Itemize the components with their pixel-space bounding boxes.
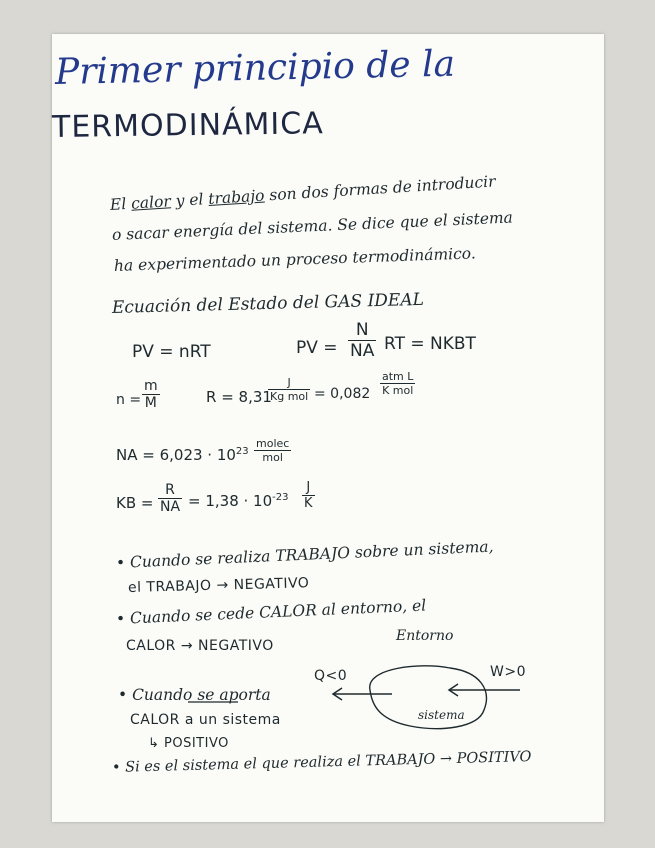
bullet-2-line-1: • Cuando se cede CALOR al entorno, el	[115, 596, 427, 628]
fraction-denominator: M	[144, 395, 157, 411]
fraction-denominator: NA	[350, 341, 375, 361]
intro-text-c: son dos formas de introducir	[268, 172, 497, 205]
diagram-w-label: W>0	[490, 664, 526, 680]
r-constant-value: R = 8,31	[206, 388, 272, 406]
fraction-numerator: N	[348, 320, 376, 341]
fraction-numerator: atm L	[382, 370, 414, 383]
fraction-numerator: m	[144, 378, 158, 394]
fraction-denominator: Kg mol	[270, 390, 309, 403]
r-constant-alt: = 0,082	[314, 386, 371, 402]
boltzmann-exponent: -23	[272, 492, 289, 503]
avogadro-unit	[254, 437, 291, 464]
boltzmann-value	[188, 492, 288, 510]
diagram-entorno-label: Entorno	[396, 628, 454, 644]
bullet-3-line-2: CALOR a un sistema	[130, 712, 281, 728]
boltzmann-unit	[302, 480, 315, 511]
bullet-1-line-2: el TRABAJO → NEGATIVO	[127, 575, 310, 596]
avogadro-exponent: 23	[235, 446, 249, 457]
intro-line-2: o sacar energía del sistema. Se dice que el sistema	[111, 208, 514, 244]
avogadro-value	[116, 446, 249, 464]
title-line-2: TERMODINÁMICA	[51, 106, 324, 145]
fraction-denominator: K mol	[382, 384, 414, 397]
title-line-1: Primer principio de la	[54, 43, 456, 93]
equation-pv-left: PV =	[296, 338, 338, 358]
fraction-numerator: J	[268, 376, 310, 390]
boltzmann-label: KB =	[116, 494, 154, 512]
bullet-4: • Si es el sistema el que realiza el TRABAJO → POSITIVO	[111, 749, 532, 776]
intro-word-trabajo: trabajo	[207, 186, 265, 208]
bullet-3-line-3: ↳ POSITIVO	[148, 736, 229, 751]
bullet-2-line-2: CALOR → NEGATIVO	[126, 638, 274, 654]
intro-line-3: ha experimentado un proceso termodinámico.	[113, 244, 477, 275]
ideal-gas-heading: Ecuación del Estado del GAS IDEAL	[111, 289, 425, 318]
boltzmann-value-text: = 1,38 · 10	[188, 492, 273, 510]
r-unit-fraction-2	[380, 370, 415, 397]
equation-pv-nrt: PV = nRT	[132, 342, 211, 362]
equation-pv-right: RT = NKBT	[384, 334, 476, 354]
n-label: n =	[116, 392, 142, 408]
fraction-denominator: K	[304, 496, 313, 511]
intro-word-calor: calor	[130, 192, 172, 213]
avogadro-label: NA = 6,023 · 10	[116, 446, 236, 464]
diagram-q-label: Q<0	[314, 668, 348, 684]
r-unit-fraction-1	[268, 376, 310, 403]
fraction-numerator: R	[158, 482, 182, 499]
intro-text-a: El	[109, 195, 127, 214]
fraction-numerator: molec	[256, 437, 290, 450]
fraction-denominator: mol	[262, 451, 283, 464]
bullet-3-line-1: • Cuando se aporta	[118, 686, 271, 704]
fraction-denominator: NA	[160, 499, 181, 515]
boltzmann-fraction	[158, 482, 182, 515]
intro-text-b: y el	[175, 190, 204, 210]
fraction-numerator: J	[302, 480, 315, 496]
n-fraction	[142, 378, 160, 411]
bullet-1-line-1: • Cuando se realiza TRABAJO sobre un sistema,	[115, 537, 494, 572]
diagram-sistema-label: sistema	[418, 708, 465, 722]
equation-n-over-na	[348, 320, 376, 361]
